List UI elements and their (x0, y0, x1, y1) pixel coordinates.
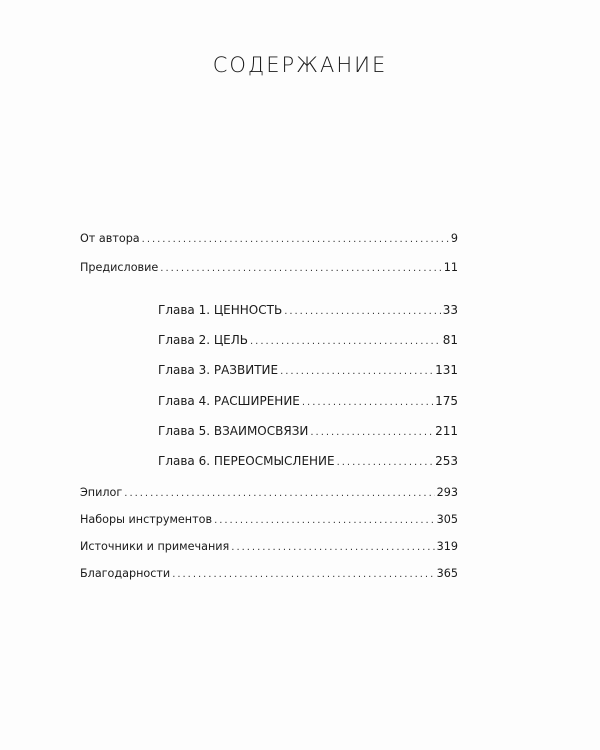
toc-entry-label: От автора (80, 232, 140, 245)
dot-leader (172, 568, 434, 582)
toc-entry-back-1[interactable] (80, 486, 458, 501)
toc-entry-front-2[interactable] (80, 261, 458, 276)
dot-leader (310, 426, 433, 440)
toc-entry-chapter-1[interactable] (158, 303, 458, 319)
toc-entry-chapter-6[interactable] (158, 454, 458, 470)
toc-entry-page: 81 (442, 333, 458, 348)
dot-leader (280, 365, 433, 379)
toc-entry-label: Глава 3. РАЗВИТИЕ (158, 363, 279, 378)
toc-entry-label: Глава 4. РАСШИРЕНИЕ (158, 393, 300, 408)
toc-entry-page: 33 (442, 303, 458, 317)
table-of-contents (80, 232, 458, 594)
toc-entry-page: 253 (435, 453, 458, 468)
toc-entry-label: Глава 1. ЦЕННОСТЬ (158, 303, 283, 317)
toc-entry-label: Наборы инструментов (80, 513, 213, 527)
toc-entry-page: 131 (435, 363, 458, 378)
toc-entry-page: 365 (436, 567, 458, 581)
toc-entry-chapter-4[interactable] (158, 394, 458, 410)
toc-entry-page: 11 (443, 261, 458, 274)
toc-entry-label: Предисловие (80, 261, 159, 274)
dot-leader (337, 456, 433, 470)
toc-entry-label: Эпилог (80, 486, 123, 500)
toc-entry-page: 305 (436, 513, 458, 527)
dot-leader (160, 262, 441, 276)
dot-leader (142, 233, 449, 247)
toc-entry-chapter-3[interactable] (158, 363, 458, 379)
toc-entry-back-3[interactable] (80, 540, 458, 555)
dot-leader (214, 514, 435, 528)
toc-entry-page: 175 (435, 393, 458, 408)
toc-entry-page: 9 (450, 232, 458, 245)
toc-entry-page: 319 (436, 540, 458, 554)
toc-entry-label: Глава 5. ВЗАИМОСВЯЗИ (158, 423, 309, 438)
toc-entry-chapter-5[interactable] (158, 424, 458, 440)
page-title: СОДЕРЖАНИЕ (212, 53, 388, 77)
toc-entry-label: Глава 6. ПЕРЕОСМЫСЛЕНИЕ (158, 453, 335, 468)
dot-leader (124, 487, 434, 501)
toc-entry-back-2[interactable] (80, 513, 458, 528)
toc-entry-label: Глава 2. ЦЕЛЬ (158, 333, 248, 348)
dot-leader (250, 335, 441, 349)
toc-entry-front-1[interactable] (80, 232, 458, 247)
toc-entry-label: Благодарности (80, 567, 171, 581)
toc-entry-page: 293 (436, 486, 458, 500)
toc-entry-label: Источники и примечания (80, 540, 230, 554)
toc-entry-back-4[interactable] (80, 567, 458, 582)
dot-leader (284, 305, 441, 319)
dot-leader (302, 396, 433, 410)
dot-leader (231, 541, 434, 555)
toc-entry-page: 211 (435, 423, 458, 438)
toc-entry-chapter-2[interactable] (158, 333, 458, 349)
